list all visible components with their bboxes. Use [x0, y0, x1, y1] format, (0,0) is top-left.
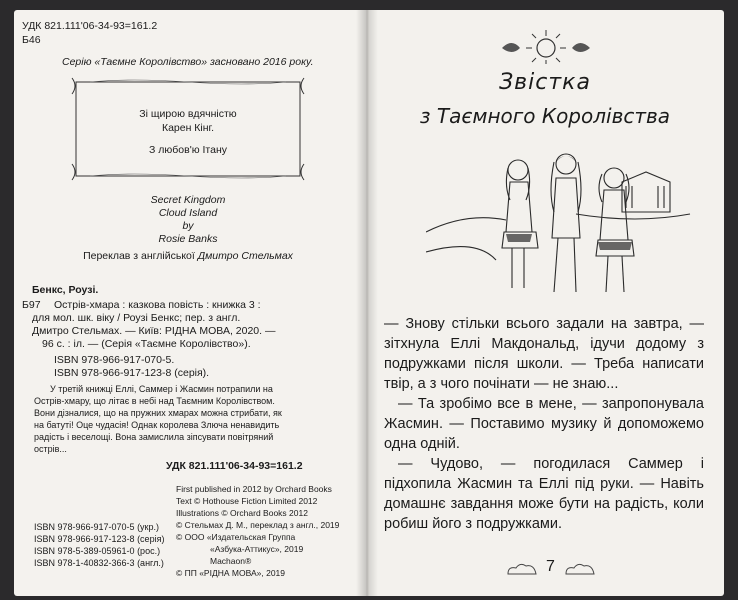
book-spine-gutter — [356, 10, 378, 596]
copyright-line: First published in 2012 by Orchard Books — [176, 484, 332, 494]
original-title-1: Secret Kingdom — [150, 194, 226, 206]
udc-top: УДК 821.111'06-34-93=161.2 — [22, 20, 158, 32]
isbn-list-item: ISBN 978-1-40832-366-3 (англ.) — [34, 558, 164, 568]
annotation-line: Острів-хмару, що літає в небі над Таємним Королівством. — [34, 396, 275, 406]
dedication-line-1: Зі щирою вдячністю — [139, 108, 237, 120]
catalog-line: Острів-хмара : казкова повість : книжка 3 : — [54, 299, 261, 311]
catalog-line: для мол. шк. віку / Роузі Бенкс; пер. з англ. — [32, 312, 241, 324]
translation-label: Переклав з англійської — [83, 250, 195, 262]
annotation-line: Вони дізналися, що на пружних хмарах можна стрибати, як — [34, 408, 282, 418]
copyright-line: Text © Hothouse Fiction Limited 2012 — [176, 496, 318, 506]
copyright-line: © Стельмах Д. М., переклад з англ., 2019 — [176, 520, 340, 530]
paragraph: — Та зробімо все в мене, — запропонувала Жасмин. — Поставимо музику й допоможемо одна одній. — [384, 396, 704, 452]
paragraph: — Знову стільки всього задали на завтра, — зітхнула Еллі Макдональд, ідучи додому з подружками після школи. — Треба написати твір, а з чого почінати — не знаю... — [384, 316, 704, 392]
page-number: 7 — [546, 558, 555, 575]
chapter-title-line-2: з Таємного Королівства — [419, 104, 671, 128]
catalog-line: 96 с. : іл. — (Серія «Таємне Королівство»). — [42, 338, 251, 350]
copyright-line: © ООО «Издательская Группа — [176, 532, 296, 542]
cloud-ornament-icon — [506, 562, 538, 576]
chapter-body — [384, 314, 704, 534]
original-title-3: by — [182, 220, 194, 232]
copyright-line: Illustrations © Orchard Books 2012 — [176, 508, 308, 518]
isbn-list-item: ISBN 978-5-389-05961-0 (рос.) — [34, 546, 161, 556]
original-title-2: Cloud Island — [158, 207, 218, 219]
three-girls-illustration — [426, 142, 696, 300]
author-heading: Бенкс, Роузі. — [32, 284, 99, 296]
isbn-line: ISBN 978-966-917-070-5. — [54, 354, 175, 366]
translator-name: Дмитро Стельмах — [197, 250, 293, 262]
catalog-line: Дмитро Стельмах. — Київ: РІДНА МОВА, 2020. — — [32, 325, 276, 337]
isbn-line: ISBN 978-966-917-123-8 (серія). — [54, 367, 210, 379]
cloud-ornament-icon — [564, 562, 596, 576]
isbn-list-item: ISBN 978-966-917-070-5 (укр.) — [34, 522, 160, 532]
dedication-line-3: З любов'ю Ітану — [149, 144, 227, 156]
chapter-title-line-1: Звістка — [499, 70, 591, 95]
annotation-line: острів... — [34, 444, 67, 454]
copyright-line: © ПП «РІДНА МОВА», 2019 — [176, 568, 285, 578]
annotation-line: радість і веселощі. Вона замислила зіпсувати повітряний — [34, 432, 274, 442]
translation-credit — [70, 250, 306, 263]
annotation-line: на батуті! Оце чудасія! Однак королева Злюча ненавидить — [34, 420, 280, 430]
copyright-line: Machaon® — [210, 556, 252, 566]
original-author: Rosie Banks — [158, 233, 218, 245]
bbk-top: Б46 — [22, 34, 41, 46]
chapter-page — [366, 10, 724, 596]
sun-ornament-icon — [496, 26, 596, 66]
copyright-page — [14, 10, 366, 596]
catalog-code: Б97 — [22, 299, 41, 311]
annotation-line: У третій книжці Еллі, Саммер і Жасмин потрапили на — [50, 384, 273, 394]
udc-bottom: УДК 821.111'06-34-93=161.2 — [166, 460, 303, 472]
copyright-line: «Азбука-Аттикус», 2019 — [210, 544, 304, 554]
dedication-line-2: Карен Кінг. — [161, 122, 215, 134]
paragraph: — Чудово, — погодилася Саммер і підхопила Жасмин та Еллі під руки. — Навіть домашнє завдання може бути на радість, коли робиш його з подружками. — [384, 456, 704, 532]
series-note: Серію «Таємне Королівство» засновано 2016 року. — [62, 56, 314, 68]
isbn-list-item: ISBN 978-966-917-123-8 (серія) — [34, 534, 165, 544]
